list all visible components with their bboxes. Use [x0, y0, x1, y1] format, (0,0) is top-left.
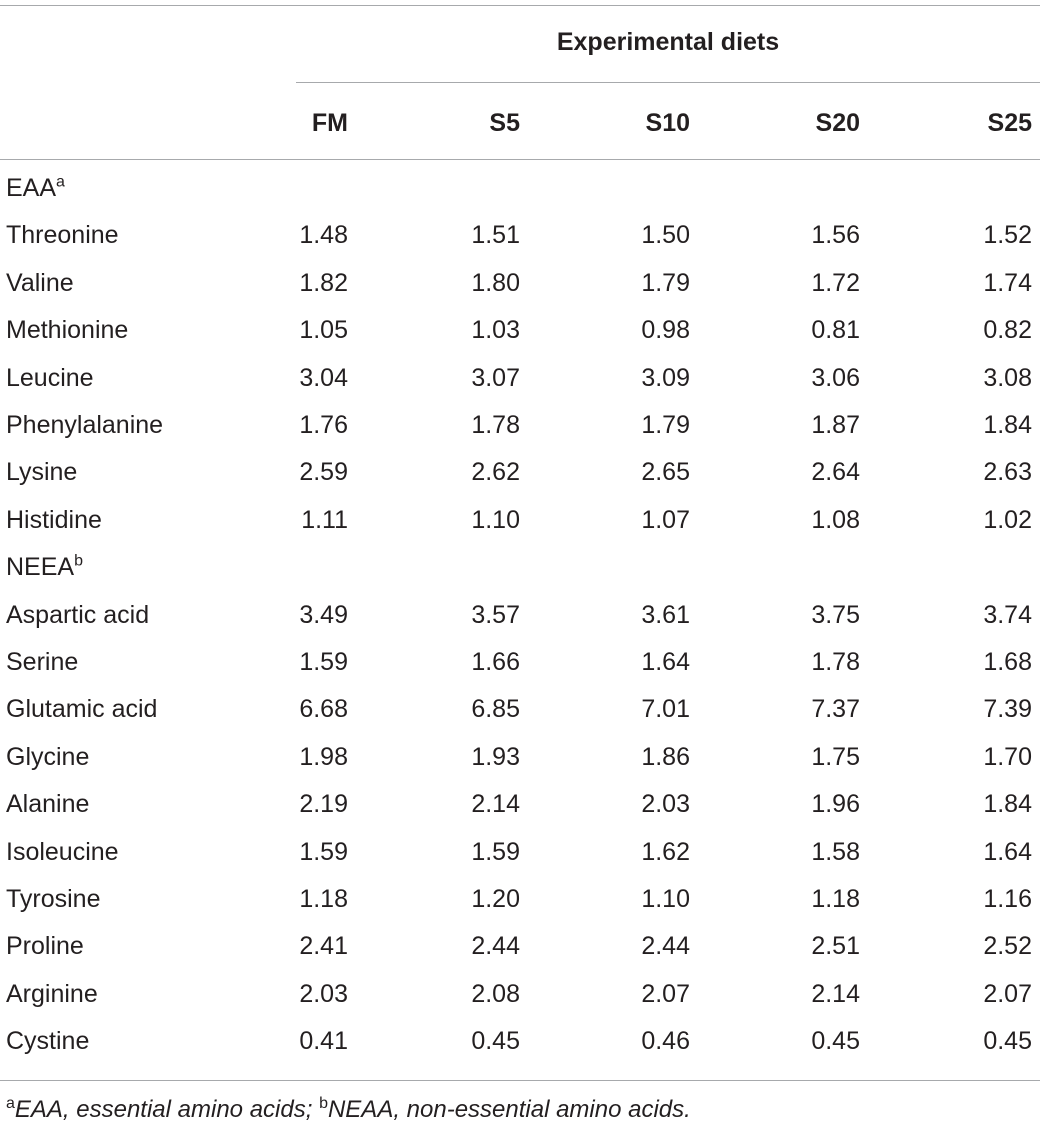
table-cell: 1.52 [983, 221, 1032, 250]
table-cell: 1.03 [471, 316, 520, 345]
table-row [0, 829, 1040, 876]
table-cell: 0.45 [471, 1027, 520, 1056]
table-cell: 2.08 [471, 979, 520, 1008]
row-label-text: EAA [6, 174, 57, 202]
table-section-row [0, 165, 1040, 212]
table-cell: 3.08 [983, 363, 1032, 392]
table-cell: 6.68 [299, 695, 348, 724]
table-cell: 1.50 [641, 221, 690, 250]
column-header-s10: S10 [645, 109, 690, 137]
table-footnote [6, 1092, 691, 1128]
row-label-text: Aspartic acid [6, 600, 150, 629]
row-label [6, 402, 163, 449]
row-label-text: Glutamic acid [6, 695, 158, 724]
row-label [6, 307, 128, 354]
row-label-text: NEEA [6, 553, 75, 582]
column-header-s25: S25 [987, 109, 1032, 137]
table-cell: 2.64 [811, 458, 860, 487]
table-cell: 7.01 [641, 695, 690, 724]
table-cell: 1.11 [301, 505, 348, 534]
row-label [6, 592, 149, 639]
footnote-mark-a: a [6, 1095, 15, 1112]
table-cell: 1.51 [471, 221, 520, 250]
table-cell: 1.98 [299, 742, 348, 771]
table-cell: 2.14 [811, 979, 860, 1008]
section-label [6, 165, 65, 212]
table-row [0, 971, 1040, 1018]
row-label [6, 829, 119, 876]
row-label-text: Methionine [6, 316, 129, 345]
table-row [0, 449, 1040, 496]
column-spanner-heading: Experimental diets [556, 28, 780, 56]
table-row [0, 781, 1040, 828]
table-row [0, 592, 1040, 639]
table-row [0, 923, 1040, 970]
row-label-text: Threonine [6, 221, 119, 250]
row-label [6, 781, 89, 828]
table-cell: 0.82 [983, 316, 1032, 345]
column-header-s5: S5 [489, 109, 520, 137]
row-label [6, 260, 74, 307]
table-row [0, 355, 1040, 402]
footnote-mark-b: b [319, 1095, 328, 1112]
table-cell: 1.05 [299, 316, 348, 345]
table-cell: 1.10 [641, 885, 690, 913]
table-cell: 1.82 [299, 268, 348, 297]
table-cell: 0.81 [811, 316, 860, 345]
row-label [6, 449, 77, 496]
table-row [0, 497, 1040, 544]
table-row [0, 876, 1040, 923]
table-cell: 1.79 [641, 268, 690, 297]
table-cell: 1.79 [641, 411, 690, 439]
table-cell: 1.68 [983, 648, 1032, 676]
row-label-text: Histidine [6, 505, 102, 534]
table-cell: 3.74 [983, 600, 1032, 629]
table-cell: 1.08 [811, 505, 860, 534]
table-cell: 0.46 [641, 1027, 690, 1056]
table-cell: 0.41 [299, 1027, 348, 1056]
table-cell: 1.66 [471, 648, 520, 676]
table-cell: 1.78 [471, 411, 520, 439]
table-cell: 3.75 [811, 600, 860, 629]
footnote-marker: a [56, 173, 65, 191]
table-cell: 1.10 [471, 505, 520, 534]
row-label-text: Tyrosine [6, 885, 101, 913]
table-cell: 3.04 [299, 363, 348, 392]
column-header-s20: S20 [815, 109, 860, 137]
table-cell: 1.75 [811, 742, 860, 771]
table-cell: 1.74 [983, 268, 1032, 297]
row-label-text: Leucine [6, 363, 94, 392]
table-cell: 2.03 [641, 790, 690, 819]
row-label [6, 212, 119, 259]
table-cell: 3.49 [299, 600, 348, 629]
table-cell: 0.98 [641, 316, 690, 345]
row-label-text: Alanine [6, 790, 90, 819]
row-label-text: Arginine [6, 979, 98, 1008]
table-cell: 2.63 [983, 458, 1032, 487]
footnote-text-a: EAA, essential amino acids; [14, 1096, 320, 1123]
table-row [0, 686, 1040, 733]
row-label [6, 1018, 89, 1065]
table-cell: 1.20 [471, 885, 520, 913]
table-cell: 2.44 [641, 932, 690, 961]
row-label [6, 355, 94, 402]
table-cell: 1.93 [471, 742, 520, 771]
table-cell: 2.59 [299, 458, 348, 487]
row-label [6, 876, 100, 923]
table-row [0, 734, 1040, 781]
table-cell: 2.51 [811, 932, 860, 961]
table-cell: 3.06 [811, 363, 860, 392]
table-cell: 2.52 [983, 932, 1032, 961]
row-label-text: Proline [6, 932, 84, 961]
table-row [0, 307, 1040, 354]
row-label-text: Serine [6, 648, 79, 676]
row-label [6, 686, 157, 733]
row-label-text: Valine [6, 268, 74, 297]
table-cell: 2.07 [983, 979, 1032, 1008]
row-label [6, 497, 102, 544]
table-bottom-rule [0, 1080, 1040, 1081]
row-label [6, 923, 84, 970]
table-cell: 1.62 [641, 837, 690, 866]
table-cell: 7.37 [811, 695, 860, 724]
footnote-text-b: NEAA, non-essential amino acids. [327, 1096, 691, 1123]
table-cell: 2.62 [471, 458, 520, 487]
section-label [6, 544, 83, 591]
table-cell: 1.59 [471, 837, 520, 866]
table-cell: 3.61 [641, 600, 690, 629]
table-cell: 2.14 [471, 790, 520, 819]
table-cell: 1.96 [811, 790, 860, 819]
table-cell: 1.59 [299, 648, 348, 676]
table-cell: 1.76 [299, 411, 348, 439]
table-cell: 1.78 [811, 648, 860, 676]
table-cell: 2.07 [641, 979, 690, 1008]
table-cell: 2.19 [299, 790, 348, 819]
table-cell: 3.57 [471, 600, 520, 629]
spanner-rule [296, 82, 1040, 83]
table-cell: 1.58 [811, 837, 860, 866]
table-cell: 1.64 [983, 837, 1032, 866]
table-row [0, 1018, 1040, 1065]
table-cell: 1.48 [299, 221, 348, 250]
table-cell: 1.56 [811, 221, 860, 250]
table-cell: 2.44 [471, 932, 520, 961]
table-cell: 1.84 [983, 790, 1032, 819]
table-section-row [0, 544, 1040, 591]
table-cell: 1.84 [983, 411, 1032, 439]
table-cell: 0.45 [811, 1027, 860, 1056]
row-label [6, 971, 98, 1018]
row-label-text: Isoleucine [6, 837, 119, 866]
table-cell: 1.07 [641, 505, 690, 534]
footnote-marker: b [74, 552, 83, 570]
table-row [0, 639, 1040, 686]
table-cell: 1.18 [299, 885, 348, 913]
row-label-text: Cystine [6, 1027, 90, 1056]
table-cell: 7.39 [983, 695, 1032, 724]
table-cell: 0.45 [983, 1027, 1032, 1056]
table-cell: 1.80 [471, 268, 520, 297]
table-top-rule [0, 5, 1040, 6]
table-row [0, 260, 1040, 307]
row-label-text: Glycine [6, 742, 90, 771]
table-cell: 2.41 [299, 932, 348, 961]
table-cell: 1.64 [641, 648, 690, 676]
table-cell: 1.59 [299, 837, 348, 866]
table-cell: 1.86 [641, 742, 690, 771]
row-label [6, 639, 78, 686]
table-cell: 1.16 [983, 885, 1032, 913]
column-header-fm: FM [311, 109, 348, 137]
table-row [0, 212, 1040, 259]
row-label-text: Phenylalanine [6, 411, 164, 439]
table-cell: 3.07 [471, 363, 520, 392]
table-cell: 1.18 [811, 885, 860, 913]
header-rule [0, 159, 1040, 160]
table-cell: 3.09 [641, 363, 690, 392]
table-cell: 1.70 [983, 742, 1032, 771]
table-cell: 6.85 [471, 695, 520, 724]
table-row [0, 402, 1040, 449]
table-cell: 1.87 [811, 411, 860, 439]
row-label [6, 734, 89, 781]
table-cell: 2.65 [641, 458, 690, 487]
table-cell: 1.72 [811, 268, 860, 297]
table-cell: 1.02 [983, 505, 1032, 534]
row-label-text: Lysine [6, 458, 78, 487]
table-cell: 2.03 [299, 979, 348, 1008]
